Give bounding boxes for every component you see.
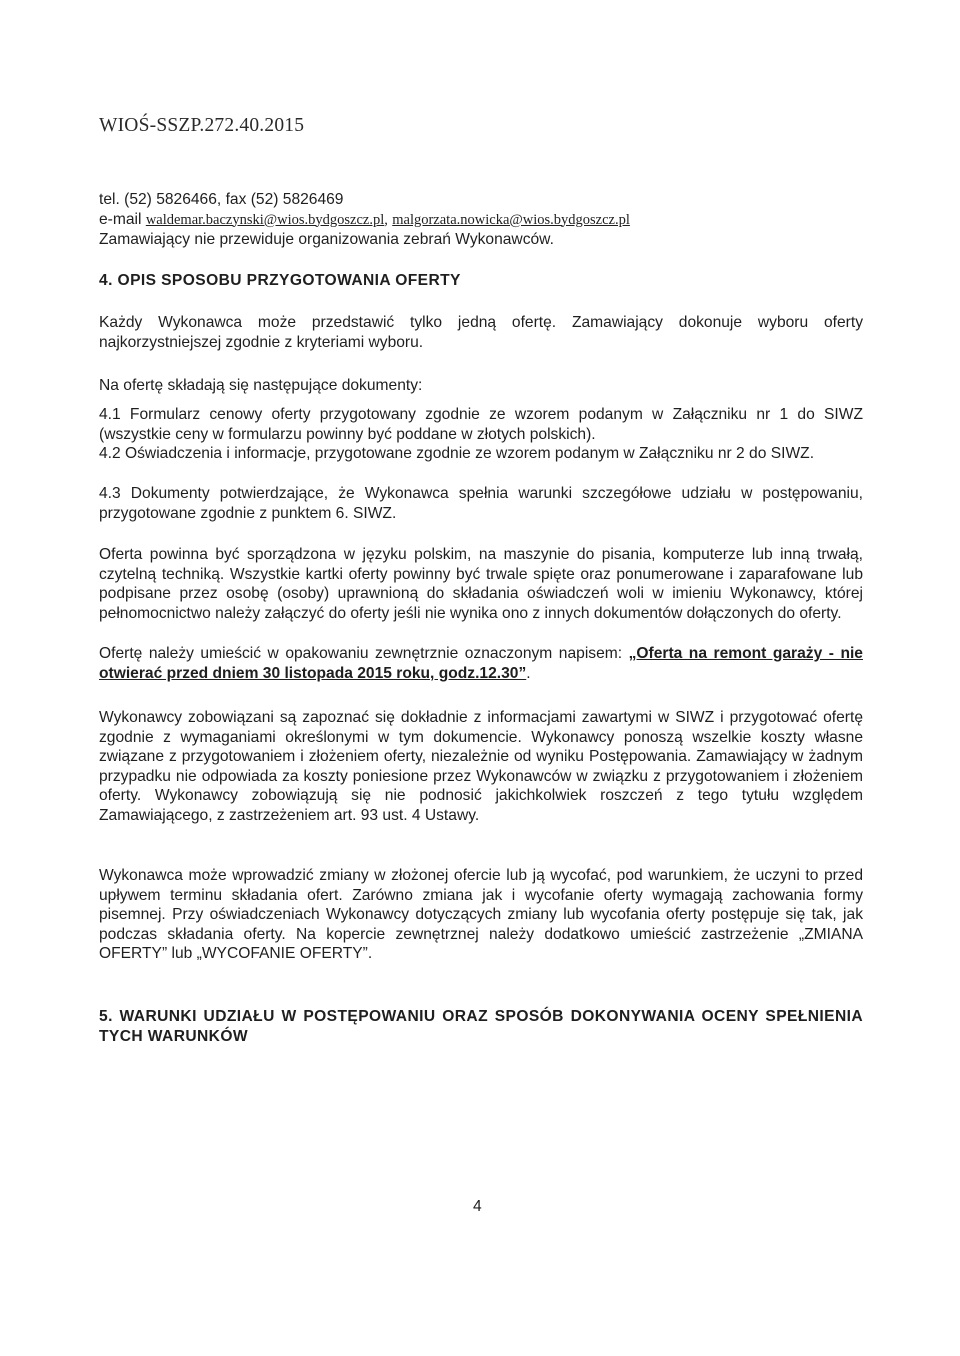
email-link-2[interactable]: malgorzata.nowicka@wios.bydgoszcz.pl (392, 211, 630, 228)
envelope-paragraph (99, 644, 863, 683)
contact-block (99, 190, 863, 250)
envelope-lead: Ofertę należy umieścić w opakowaniu zewnętrznie oznaczonym napisem: (99, 645, 623, 662)
email-line (99, 210, 863, 231)
obligations-paragraph: Wykonawcy zobowiązani są zapoznać się dokładnie z informacjami zawartymi w SIWZ i przygotować ofertę zgodnie z wymaganiami określonymi w tym dokumencie. Wykonawcy ponoszą wszelkie koszty własne związane z przygotowaniem i złożeniem oferty, niezależnie od wyniku Postępowania. Zamawiający w żadnym przypadku nie odpowiada za koszty poniesione przez Wykonawców w związku z przygotowaniem i złożeniem oferty. Wykonawcy zobowiązują się nie podnosić jakichkolwiek roszczeń z tego tytułu względem Zamawiającego, z zastrzeżeniem art. 93 ust. 4 Ustawy. (99, 709, 863, 824)
documents-lead: Na ofertę składają się następujące dokumenty: (99, 377, 423, 394)
document-reference: WIOŚ-SSZP.272.40.2015 (99, 115, 305, 136)
email-link-1[interactable]: waldemar.baczynski@wios.bydgoszcz.pl (145, 211, 385, 228)
no-meetings-note: Zamawiający nie przewiduje organizowania zebrań Wykonawców. (99, 231, 554, 249)
document-item-4-3: 4.3 Dokumenty potwierdzające, że Wykonawca spełnia warunki szczegółowe udziału w postępowaniu, przygotowane zgodnie z punktem 6. SIWZ. (99, 485, 863, 522)
section-4-heading: 4. OPIS SPOSOBU PRZYGOTOWANIA OFERTY (99, 272, 461, 289)
email-prefix: e-mail (99, 210, 142, 228)
document-item-4-2: 4.2 Oświadczenia i informacje, przygotowane zgodnie ze wzorem podanym w Załączniku nr 2 do SIWZ. (99, 445, 815, 462)
page-number: 4 (473, 1198, 482, 1215)
envelope-label: „Oferta na remont garaży - nie otwierać przed dniem 30 listopada 2015 roku, godz.12.30” (99, 645, 863, 682)
email-separator: , (384, 211, 388, 228)
section-5-heading: 5. WARUNKI UDZIAŁU W POSTĘPOWANIU ORAZ SPOSÓB DOKONYWANIA OCENY SPEŁNIENIA TYCH WARUNKÓW (99, 1008, 863, 1045)
document-item-4-1: 4.1 Formularz cenowy oferty przygotowany zgodnie ze wzorem podanym w Załączniku nr 1 do SIWZ (wszystkie ceny w formularzu powinny być poddane w złotych polskich). (99, 406, 863, 443)
envelope-end: . (526, 664, 531, 682)
offer-form-paragraph: Oferta powinna być sporządzona w języku polskim, na maszynie do pisania, komputerze lub inną trwałą, czytelną techniką. Wszystkie kartki oferty powinny być trwale spięte oraz ponumerowane i zaparafowane lub podpisane przez osobę (osoby) uprawnioną do składania oświadczeń woli w imieniu Wykonawcy, której pełnomocnictwo należy załączyć do oferty jeśli nie wynika ono z innych dokumentów dołączonych do oferty. (99, 546, 863, 622)
section-4-intro: Każdy Wykonawca może przedstawić tylko jedną ofertę. Zamawiający dokonuje wyboru oferty najkorzystniejszej zgodnie z kryteriami wyboru. (99, 314, 863, 351)
phone-fax-line: tel. (52) 5826466, fax (52) 5826469 (99, 191, 344, 208)
changes-paragraph: Wykonawca może wprowadzić zmiany w złożonej ofercie lub ją wycofać, pod warunkiem, że uczyni to przed upływem terminu składania ofert. Zarówno zmiana jak i wycofanie oferty wymagają zachowania formy pisemnej. Przy oświadczeniach Wykonawcy dotyczących zmiany lub wycofania oferty postępuje się tak, jak podczas składania oferty. Na kopercie zewnętrznej należy dodatkowo umieścić zastrzeżenie „ZMIANA OFERTY” lub „WYCOFANIE OFERTY”. (99, 867, 863, 963)
